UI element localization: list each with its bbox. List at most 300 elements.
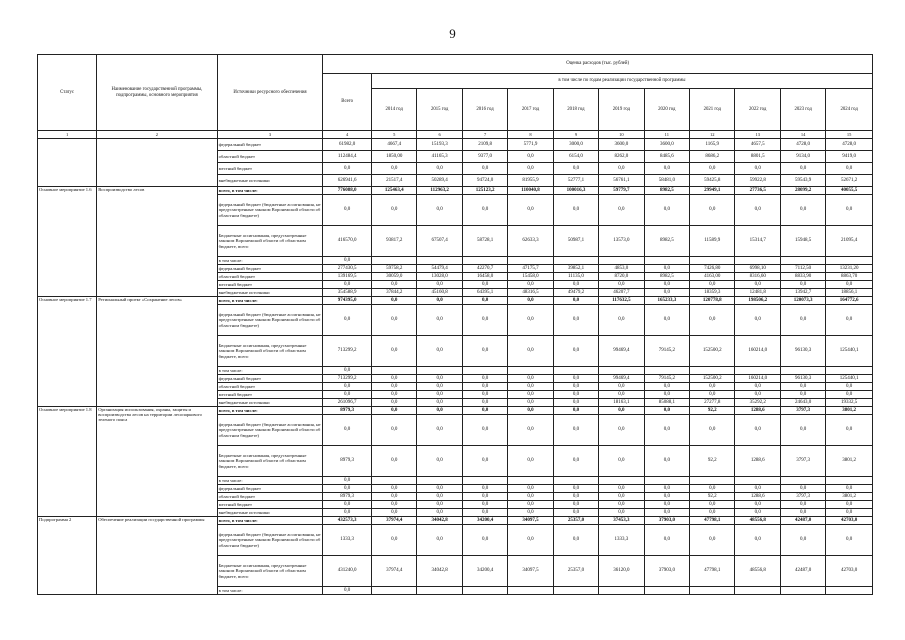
year-value-cell: 19332,5: [826, 399, 873, 407]
year-value-cell: 0,0: [371, 305, 416, 336]
year-value-cell: 8316,60: [735, 273, 780, 281]
year-value-cell: 4657,5: [735, 139, 780, 151]
year-value-cell: 0,0: [644, 493, 689, 501]
year-value-cell: 0,0: [553, 485, 598, 493]
column-number: 12: [690, 131, 735, 139]
year-value-cell: 59425,8: [690, 175, 735, 187]
year-value-cell: 125463,4: [371, 187, 416, 195]
year-value-cell: 0,0: [462, 407, 507, 415]
year-value-cell: 15948,5: [780, 226, 825, 257]
year-value-cell: 0,0: [644, 163, 689, 175]
year-value-cell: 0,0: [780, 195, 825, 226]
year-value-cell: 0,0: [644, 289, 689, 297]
year-value-cell: 0,0: [462, 525, 507, 556]
year-value-cell: 42487,0: [780, 517, 825, 525]
year-value-cell: 0,0: [417, 281, 462, 289]
year-value-cell: 4853,0: [599, 265, 644, 273]
program-name-cell: Обеспечение реализации государственной программы: [97, 517, 217, 595]
status-cell: Подпрограмма 2: [38, 517, 97, 595]
status-cell: Основное мероприятие 1.6: [38, 187, 97, 297]
year-value-cell: 1288,6: [735, 446, 780, 477]
year-value-cell: 92,2: [690, 493, 735, 501]
source-cell: областной бюджет: [217, 273, 323, 281]
year-value-cell: 100016,3: [553, 187, 598, 195]
year-value-cell: 58728,1: [462, 226, 507, 257]
year-value-cell: [553, 477, 598, 485]
year-value-cell: 0,0: [508, 383, 553, 391]
header-estimate: Оценка расходов (тыс. рублей): [323, 55, 873, 74]
year-value-cell: 0,0: [599, 501, 644, 509]
year-value-cell: [462, 587, 507, 595]
year-value-cell: 0,0: [462, 446, 507, 477]
year-value-cell: [599, 367, 644, 375]
year-value-cell: 48556,8: [735, 556, 780, 587]
year-value-cell: 0,0: [553, 415, 598, 446]
year-value-cell: 0,0: [599, 281, 644, 289]
year-value-cell: 0,0: [553, 163, 598, 175]
year-value-cell: 93817,2: [371, 226, 416, 257]
total-value-cell: 713299,2: [323, 336, 372, 367]
year-value-cell: 8982,5: [644, 226, 689, 257]
header-total: Всего: [323, 74, 372, 131]
year-value-cell: [826, 587, 873, 595]
year-value-cell: 0,0: [462, 383, 507, 391]
year-value-cell: [508, 587, 553, 595]
year-value-cell: [735, 367, 780, 375]
source-cell: федеральный бюджет (бюджетные ассигнования, не предусмотренные законом Воронежской области об областном бюджете): [217, 195, 323, 226]
year-value-cell: 0,0: [371, 281, 416, 289]
year-value-cell: 0,0: [508, 493, 553, 501]
header-year: 2018 год: [553, 89, 598, 131]
source-cell: внебюджетные источники: [217, 399, 323, 407]
year-value-cell: 28099,2: [780, 187, 825, 195]
total-value-cell: 8979,3: [323, 407, 372, 415]
year-value-cell: 0,0: [599, 509, 644, 517]
source-cell: местный бюджет: [217, 391, 323, 399]
year-value-cell: 8833,90: [780, 273, 825, 281]
source-cell: Бюджетные ассигнования, предусмотренные законом Воронежской области об областном бюджете, всего: [217, 446, 323, 477]
header-year: 2020 год: [644, 89, 689, 131]
year-value-cell: 164772,6: [826, 297, 873, 305]
year-value-cell: 36120,0: [599, 556, 644, 587]
year-value-cell: 37903,0: [644, 517, 689, 525]
year-value-cell: [735, 477, 780, 485]
program-name-cell: Региональный проект «Сохранение лесов»: [97, 297, 217, 407]
year-value-cell: 0,0: [553, 509, 598, 517]
year-value-cell: 0,0: [371, 493, 416, 501]
year-value-cell: 50987,1: [553, 226, 598, 257]
source-cell: федеральный бюджет (бюджетные ассигнования, не предусмотренные законом Воронежской области об областном бюджете): [217, 415, 323, 446]
year-value-cell: 0,0: [553, 336, 598, 367]
total-value-cell: 0,0: [323, 257, 372, 265]
year-value-cell: 37903,0: [644, 556, 689, 587]
total-value-cell: 354588,9: [323, 289, 372, 297]
year-value-cell: 4163,00: [690, 273, 735, 281]
year-value-cell: 5771,9: [508, 139, 553, 151]
year-value-cell: 15458,0: [508, 273, 553, 281]
year-value-cell: 0,0: [371, 391, 416, 399]
year-value-cell: 0,0: [417, 383, 462, 391]
column-number: 3: [217, 131, 323, 139]
year-value-cell: 0,0: [735, 305, 780, 336]
year-value-cell: 1288,6: [735, 407, 780, 415]
year-value-cell: [826, 257, 873, 265]
year-value-cell: 0,0: [417, 195, 462, 226]
year-value-cell: 0,0: [826, 509, 873, 517]
year-value-cell: 1333,3: [599, 525, 644, 556]
year-value-cell: 27277,8: [690, 399, 735, 407]
year-value-cell: 0,0: [508, 151, 553, 163]
year-value-cell: 0,0: [826, 163, 873, 175]
year-value-cell: 9134,0: [780, 151, 825, 163]
year-value-cell: 0,0: [417, 446, 462, 477]
year-value-cell: [690, 587, 735, 595]
year-value-cell: 0,0: [371, 163, 416, 175]
year-value-cell: [417, 367, 462, 375]
year-value-cell: [780, 477, 825, 485]
year-value-cell: 21095,4: [826, 226, 873, 257]
total-value-cell: 1333,3: [323, 525, 372, 556]
year-value-cell: [508, 367, 553, 375]
year-value-cell: 0,0: [417, 399, 462, 407]
total-value-cell: 626941,6: [323, 175, 372, 187]
year-value-cell: 0,0: [780, 485, 825, 493]
source-cell: федеральный бюджет: [217, 485, 323, 493]
year-value-cell: 0,0: [826, 391, 873, 399]
table-row: [38, 139, 873, 151]
year-value-cell: 0,0: [599, 383, 644, 391]
year-value-cell: 42703,0: [826, 517, 873, 525]
year-value-cell: 0,0: [735, 525, 780, 556]
year-value-cell: 0,0: [735, 195, 780, 226]
source-cell: всего, в том числе:: [217, 517, 323, 525]
year-value-cell: 0,0: [508, 391, 553, 399]
year-value-cell: 11589,9: [690, 226, 735, 257]
total-value-cell: 61982,0: [323, 139, 372, 151]
column-number: 8: [508, 131, 553, 139]
year-value-cell: 3797,3: [780, 446, 825, 477]
column-number: 15: [826, 131, 873, 139]
total-value-cell: 277430,5: [323, 265, 372, 273]
year-value-cell: 3797,3: [780, 493, 825, 501]
year-value-cell: 0,0: [508, 163, 553, 175]
year-value-cell: 79145,2: [644, 336, 689, 367]
year-value-cell: 0,0: [599, 407, 644, 415]
year-value-cell: 0,0: [508, 407, 553, 415]
year-value-cell: 0,0: [371, 399, 416, 407]
year-value-cell: 0,0: [735, 163, 780, 175]
year-value-cell: 0,0: [690, 501, 735, 509]
status-cell: Основное мероприятие 1.8: [38, 407, 97, 517]
year-value-cell: 42487,0: [780, 556, 825, 587]
year-value-cell: 2109,8: [462, 139, 507, 151]
year-value-cell: 37974,4: [371, 517, 416, 525]
year-value-cell: 0,0: [371, 415, 416, 446]
year-value-cell: 9419,0: [826, 151, 873, 163]
year-value-cell: 0,0: [644, 391, 689, 399]
year-value-cell: [826, 477, 873, 485]
year-value-cell: 120778,8: [690, 297, 735, 305]
year-value-cell: 0,0: [690, 415, 735, 446]
program-name-cell: Организация использования, охраны, защиты и воспроизводства лесов на территории лесопаркового зеленого пояса: [97, 407, 217, 517]
year-value-cell: 0,0: [826, 501, 873, 509]
total-value-cell: 139169,5: [323, 273, 372, 281]
year-value-cell: 0,0: [780, 415, 825, 446]
header-source: Источники ресурсного обеспечения: [217, 55, 323, 131]
year-value-cell: 152500,2: [690, 375, 735, 383]
year-value-cell: 0,0: [690, 509, 735, 517]
year-value-cell: 0,0: [417, 163, 462, 175]
year-value-cell: 34097,5: [508, 517, 553, 525]
table-row: [38, 517, 873, 525]
column-number: 7: [462, 131, 507, 139]
year-value-cell: [462, 367, 507, 375]
year-value-cell: 0,0: [508, 195, 553, 226]
year-value-cell: 48316,5: [508, 289, 553, 297]
year-value-cell: 0,0: [462, 163, 507, 175]
year-value-cell: 56761,1: [599, 175, 644, 187]
total-value-cell: 0,0: [323, 383, 372, 391]
source-cell: в том числе:: [217, 587, 323, 595]
year-value-cell: 67507,4: [417, 226, 462, 257]
year-value-cell: 16458,0: [462, 273, 507, 281]
year-value-cell: 0,0: [462, 485, 507, 493]
year-value-cell: 0,0: [508, 297, 553, 305]
year-value-cell: 13028,0: [417, 273, 462, 281]
year-value-cell: 1850,00: [371, 151, 416, 163]
year-value-cell: 39852,1: [553, 265, 598, 273]
total-value-cell: 0,0: [323, 367, 372, 375]
column-number: 9: [553, 131, 598, 139]
year-value-cell: 0,0: [553, 297, 598, 305]
year-value-cell: [508, 477, 553, 485]
total-value-cell: 0,0: [323, 163, 372, 175]
year-value-cell: [735, 257, 780, 265]
year-value-cell: 0,0: [599, 415, 644, 446]
year-value-cell: 0,0: [599, 446, 644, 477]
year-value-cell: 0,0: [371, 446, 416, 477]
header-year: 2019 год: [599, 89, 644, 131]
source-cell: Бюджетные ассигнования, предусмотренные законом Воронежской области об областном бюджете, всего: [217, 336, 323, 367]
header-year: 2016 год: [462, 89, 507, 131]
year-value-cell: [599, 587, 644, 595]
year-value-cell: 0,0: [644, 195, 689, 226]
year-value-cell: 1288,6: [735, 493, 780, 501]
table-row: [38, 297, 873, 305]
header-year: 2024 год: [826, 89, 873, 131]
year-value-cell: 3801,2: [826, 407, 873, 415]
year-value-cell: 4667,4: [371, 139, 416, 151]
year-value-cell: 0,0: [508, 415, 553, 446]
year-value-cell: 110040,8: [508, 187, 553, 195]
year-value-cell: 9377,0: [462, 151, 507, 163]
year-value-cell: 0,0: [553, 399, 598, 407]
year-value-cell: 0,0: [826, 485, 873, 493]
year-value-cell: [553, 257, 598, 265]
header-year: 2021 год: [690, 89, 735, 131]
year-value-cell: [644, 257, 689, 265]
year-value-cell: 0,0: [553, 501, 598, 509]
year-value-cell: 0,0: [371, 407, 416, 415]
year-value-cell: 0,0: [417, 391, 462, 399]
year-value-cell: 34042,8: [417, 556, 462, 587]
year-value-cell: 7112,50: [780, 265, 825, 273]
year-value-cell: 0,0: [780, 281, 825, 289]
status-cell: [38, 139, 97, 187]
year-value-cell: 0,0: [780, 391, 825, 399]
year-value-cell: 92,2: [690, 446, 735, 477]
year-value-cell: 0,0: [644, 305, 689, 336]
year-value-cell: 0,0: [826, 383, 873, 391]
total-value-cell: 8979,3: [323, 493, 372, 501]
year-value-cell: 59543,9: [780, 175, 825, 187]
year-value-cell: 30059,0: [371, 273, 416, 281]
year-value-cell: 0,0: [553, 383, 598, 391]
year-value-cell: [644, 587, 689, 595]
year-value-cell: 0,0: [371, 509, 416, 517]
year-value-cell: 0,0: [553, 493, 598, 501]
year-value-cell: 85088,1: [644, 399, 689, 407]
year-value-cell: 0,0: [417, 305, 462, 336]
year-value-cell: 117632,5: [599, 297, 644, 305]
year-value-cell: 125440,1: [826, 375, 873, 383]
year-value-cell: 152500,2: [690, 336, 735, 367]
year-value-cell: [417, 257, 462, 265]
budget-table-container: [37, 54, 873, 595]
source-cell: всего, в том числе:: [217, 407, 323, 415]
year-value-cell: 0,0: [599, 485, 644, 493]
year-value-cell: 41165,3: [417, 151, 462, 163]
year-value-cell: 8982,5: [644, 273, 689, 281]
year-value-cell: 0,0: [599, 305, 644, 336]
year-value-cell: 8982,5: [644, 187, 689, 195]
year-value-cell: 13573,0: [599, 226, 644, 257]
year-value-cell: 52777,1: [553, 175, 598, 187]
source-cell: федеральный бюджет: [217, 375, 323, 383]
total-value-cell: 432573,3: [323, 517, 372, 525]
year-value-cell: 96130,3: [780, 336, 825, 367]
year-value-cell: 54479,4: [417, 265, 462, 273]
year-value-cell: 0,0: [599, 163, 644, 175]
year-value-cell: 37453,3: [599, 517, 644, 525]
source-cell: внебюджетные источники: [217, 509, 323, 517]
total-value-cell: 0,0: [323, 195, 372, 226]
total-value-cell: 0,0: [323, 305, 372, 336]
column-number: 11: [644, 131, 689, 139]
year-value-cell: 0,0: [690, 383, 735, 391]
year-value-cell: [780, 257, 825, 265]
year-value-cell: 7426,80: [690, 265, 735, 273]
year-value-cell: 0,0: [780, 509, 825, 517]
year-value-cell: 0,0: [462, 399, 507, 407]
year-value-cell: 120073,3: [780, 297, 825, 305]
source-cell: в том числе:: [217, 257, 323, 265]
year-value-cell: [553, 367, 598, 375]
table-row: [38, 407, 873, 415]
header-year: 2014 год: [371, 89, 416, 131]
year-value-cell: 3000,0: [553, 139, 598, 151]
year-value-cell: 0,0: [644, 509, 689, 517]
year-value-cell: 4728,0: [826, 139, 873, 151]
year-value-cell: 0,0: [462, 509, 507, 517]
year-value-cell: 0,0: [644, 407, 689, 415]
year-value-cell: [371, 257, 416, 265]
year-value-cell: [599, 477, 644, 485]
year-value-cell: 125123,2: [462, 187, 507, 195]
year-value-cell: 0,0: [508, 485, 553, 493]
year-value-cell: 0,0: [417, 485, 462, 493]
year-value-cell: 64395,1: [462, 289, 507, 297]
year-value-cell: 34042,8: [417, 517, 462, 525]
year-value-cell: 0,0: [417, 415, 462, 446]
year-value-cell: 0,0: [417, 501, 462, 509]
year-value-cell: 0,0: [735, 383, 780, 391]
year-value-cell: 198506,2: [735, 297, 780, 305]
year-value-cell: 0,0: [553, 407, 598, 415]
year-value-cell: 0,0: [508, 336, 553, 367]
year-value-cell: 0,0: [553, 375, 598, 383]
year-value-cell: 0,0: [735, 501, 780, 509]
year-value-cell: 0,0: [462, 297, 507, 305]
year-value-cell: 99469,4: [599, 336, 644, 367]
year-value-cell: 0,0: [644, 415, 689, 446]
year-value-cell: 52671,2: [826, 175, 873, 187]
column-number: 13: [735, 131, 780, 139]
status-cell: Основное мероприятие 1.7: [38, 297, 97, 407]
year-value-cell: 0,0: [371, 485, 416, 493]
year-value-cell: 0,0: [599, 493, 644, 501]
year-value-cell: 0,0: [644, 525, 689, 556]
year-value-cell: 0,0: [553, 391, 598, 399]
year-value-cell: 0,0: [371, 501, 416, 509]
year-value-cell: 3797,3: [780, 407, 825, 415]
header-year: 2017 год: [508, 89, 553, 131]
year-value-cell: 0,0: [644, 446, 689, 477]
year-value-cell: 3600,0: [644, 139, 689, 151]
column-number: 2: [97, 131, 217, 139]
column-number: 4: [323, 131, 372, 139]
year-value-cell: 3600,0: [599, 139, 644, 151]
year-value-cell: 8801,5: [735, 151, 780, 163]
year-value-cell: 0,0: [553, 446, 598, 477]
year-value-cell: 0,0: [826, 281, 873, 289]
column-number: 6: [417, 131, 462, 139]
year-value-cell: 0,0: [371, 383, 416, 391]
year-value-cell: [690, 257, 735, 265]
year-value-cell: 79145,2: [644, 375, 689, 383]
year-value-cell: 3801,2: [826, 446, 873, 477]
year-value-cell: 0,0: [508, 281, 553, 289]
year-value-cell: 13942,7: [780, 289, 825, 297]
year-value-cell: 0,0: [508, 446, 553, 477]
year-value-cell: 0,0: [508, 501, 553, 509]
year-value-cell: 0,0: [690, 305, 735, 336]
table-body: [38, 139, 873, 595]
year-value-cell: 59779,7: [599, 187, 644, 195]
year-value-cell: 81955,9: [508, 175, 553, 187]
year-value-cell: 6154,0: [553, 151, 598, 163]
source-cell: Бюджетные ассигнования, предусмотренные законом Воронежской области об областном бюджете, всего: [217, 226, 323, 257]
year-value-cell: 49479,2: [553, 289, 598, 297]
year-value-cell: 125440,1: [826, 336, 873, 367]
year-value-cell: [371, 477, 416, 485]
total-value-cell: 0,0: [323, 477, 372, 485]
year-value-cell: 0,0: [826, 415, 873, 446]
year-value-cell: 0,0: [735, 509, 780, 517]
year-value-cell: 18163,1: [599, 399, 644, 407]
year-value-cell: 35292,2: [735, 399, 780, 407]
year-value-cell: 18856,1: [826, 289, 873, 297]
